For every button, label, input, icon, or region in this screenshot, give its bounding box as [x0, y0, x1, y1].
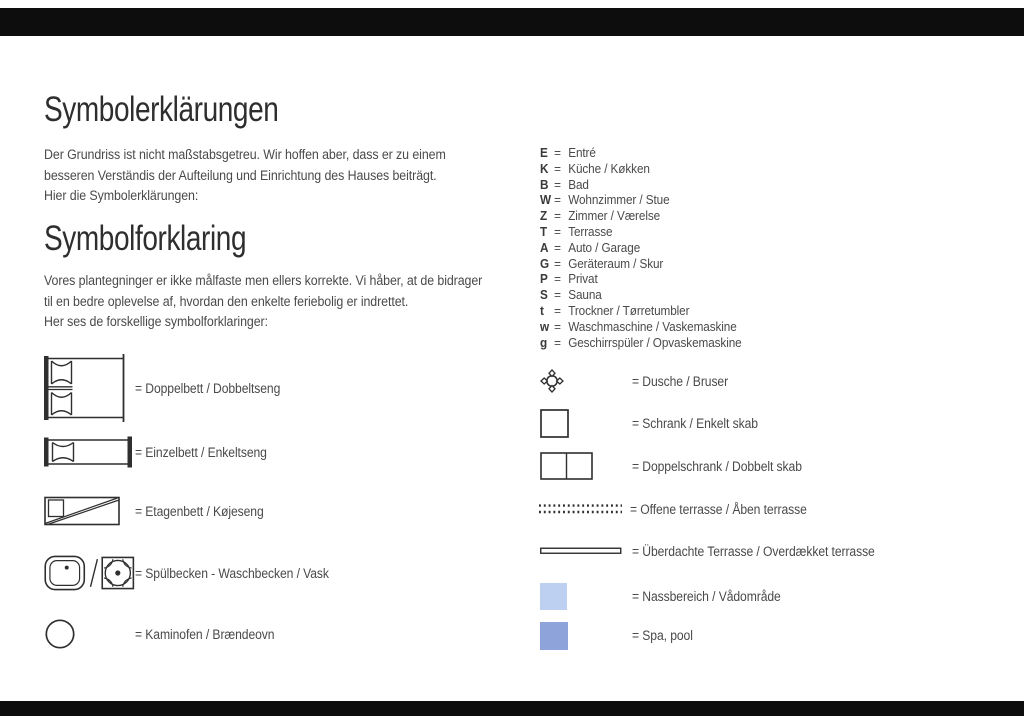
legend-label: Sauna	[568, 288, 602, 303]
text-line: Her ses de forskellige symbolforklaringer:	[44, 314, 268, 329]
legend-row	[540, 304, 742, 320]
symbol-label: = Doppelbett / Dobbeltseng	[135, 380, 281, 396]
equals-sign: =	[554, 256, 561, 271]
bunk-bed-icon	[44, 496, 135, 526]
symbol-label: = Doppelschrank / Dobbelt skab	[632, 458, 802, 474]
symbol-label: = Nassbereich / Vådområde	[632, 588, 781, 604]
legend-letter: B	[540, 177, 549, 192]
legend-label: Auto / Garage	[568, 240, 641, 255]
symbol-row-covered-terrace	[540, 545, 902, 557]
legend-row	[540, 193, 742, 209]
legend-label: Geschirrspüler / Opvaskemaskine	[568, 335, 742, 350]
german-section-title: Symbolerklärungen	[44, 90, 279, 129]
symbol-row-sink	[44, 552, 350, 594]
legend-letter: K	[540, 161, 549, 176]
equals-sign: =	[554, 193, 561, 208]
symbol-label: = Spa, pool	[632, 628, 693, 643]
legend-row	[540, 225, 742, 241]
symbol-row-open-terrace	[538, 502, 826, 516]
symbol-label: = Offene terrasse / Åben terrasse	[630, 501, 807, 517]
legend-label: Waschmaschine / Vaskemaskine	[568, 319, 737, 334]
equals-sign: =	[554, 303, 561, 318]
symbol-label: = Überdachte Terrasse / Overdækket terrasse	[632, 543, 875, 559]
symbol-row-single-bed	[44, 436, 281, 468]
legend-label: Geräteraum / Skur	[568, 256, 664, 271]
double-bed-icon	[44, 354, 135, 422]
german-intro-paragraph	[44, 145, 446, 207]
spa-pool-icon	[540, 622, 568, 650]
symbol-row-shower	[540, 368, 739, 394]
legend-row	[540, 272, 742, 288]
legend-row	[540, 288, 742, 304]
symbol-row-bunk-bed	[44, 496, 278, 526]
legend-label: Entré	[568, 146, 596, 160]
legend-letter: W	[540, 193, 552, 208]
equals-sign: =	[554, 288, 561, 303]
symbol-label: = Etagenbett / Køjeseng	[135, 503, 264, 519]
wood-stove-icon	[44, 618, 135, 650]
equals-sign: =	[554, 177, 561, 192]
legend-letter: E	[540, 146, 548, 160]
round-sink-icon	[101, 556, 135, 590]
legend-letter: w	[540, 319, 550, 334]
equals-sign: =	[554, 209, 561, 224]
open-terrace-icon	[538, 503, 630, 515]
equals-sign: =	[554, 146, 561, 160]
legend-letter: S	[540, 288, 548, 303]
danish-intro-paragraph	[44, 271, 482, 333]
legend-letter: P	[540, 272, 548, 287]
symbol-label: = Kaminofen / Brændeovn	[135, 626, 275, 642]
legend-label: Trockner / Tørretumbler	[568, 303, 690, 318]
legend-label: Bad	[568, 177, 589, 192]
symbol-label: = Spülbecken - Waschbecken / Vask	[135, 565, 329, 581]
legend-label: Terrasse	[568, 224, 613, 239]
legend-letter: T	[540, 224, 548, 239]
equals-sign: =	[554, 240, 561, 255]
equals-sign: =	[554, 319, 561, 334]
slash-separator	[89, 556, 99, 590]
legend-letter: g	[540, 335, 548, 350]
legend-letter: A	[540, 240, 549, 255]
legend-letter: t	[540, 303, 544, 318]
single-bed-icon	[44, 436, 135, 468]
single-cabinet-icon	[540, 409, 632, 438]
symbol-row-spa-pool	[540, 621, 700, 650]
equals-sign: =	[554, 335, 561, 350]
legend-row	[540, 336, 742, 352]
equals-sign: =	[554, 224, 561, 239]
legend-row	[540, 257, 742, 273]
legend-label: Privat	[568, 272, 598, 287]
legend-row	[540, 162, 742, 178]
text-line: Der Grundriss ist nicht maßstabsgetreu. Wir hoffen aber, dass er zu einem	[44, 147, 446, 162]
symbol-row-double-cabinet	[540, 452, 821, 480]
symbol-row-wet-area	[540, 582, 797, 610]
text-line: Hier die Symbolerklärungen:	[44, 188, 199, 203]
top-decor-bar	[0, 8, 1024, 36]
legend-row	[540, 320, 742, 336]
symbol-row-single-cabinet	[540, 409, 772, 438]
symbol-row-double-bed	[44, 354, 296, 422]
symbol-label: = Einzelbett / Enkeltseng	[135, 444, 267, 460]
text-line: til en bedre oplevelse af, hvordan den enkelte feriebolig er indrettet.	[44, 293, 409, 309]
legend-row	[540, 146, 742, 162]
double-cabinet-icon	[540, 452, 632, 480]
legend-letter: Z	[540, 209, 548, 224]
legend-label: Küche / Køkken	[568, 161, 650, 176]
text-line: besseren Verständis der Aufteilung und Einrichtung des Hauses beiträgt.	[44, 167, 437, 183]
text-line: Vores plantegninger er ikke målfaste men ellers korrekte. Vi håber, at de bidrager	[44, 273, 483, 288]
legend-label: Wohnzimmer / Stue	[568, 193, 670, 208]
legend-label: Zimmer / Værelse	[568, 209, 661, 224]
covered-terrace-icon	[540, 547, 632, 555]
equals-sign: =	[554, 161, 561, 176]
wet-area-icon	[540, 583, 567, 610]
oval-sink-icon	[44, 555, 86, 591]
legend-row	[540, 209, 742, 225]
symbol-label: = Schrank / Enkelt skab	[632, 416, 758, 431]
legend-letter: G	[540, 256, 550, 271]
bottom-decor-bar	[0, 701, 1024, 716]
shower-icon	[540, 369, 632, 393]
danish-section-title: Symbolforklaring	[44, 219, 247, 258]
legend-row	[540, 178, 742, 194]
symbol-label: = Dusche / Bruser	[632, 373, 729, 389]
symbol-row-wood-stove	[44, 618, 290, 650]
room-letter-legend	[540, 146, 742, 351]
equals-sign: =	[554, 272, 561, 287]
legend-row	[540, 241, 742, 257]
